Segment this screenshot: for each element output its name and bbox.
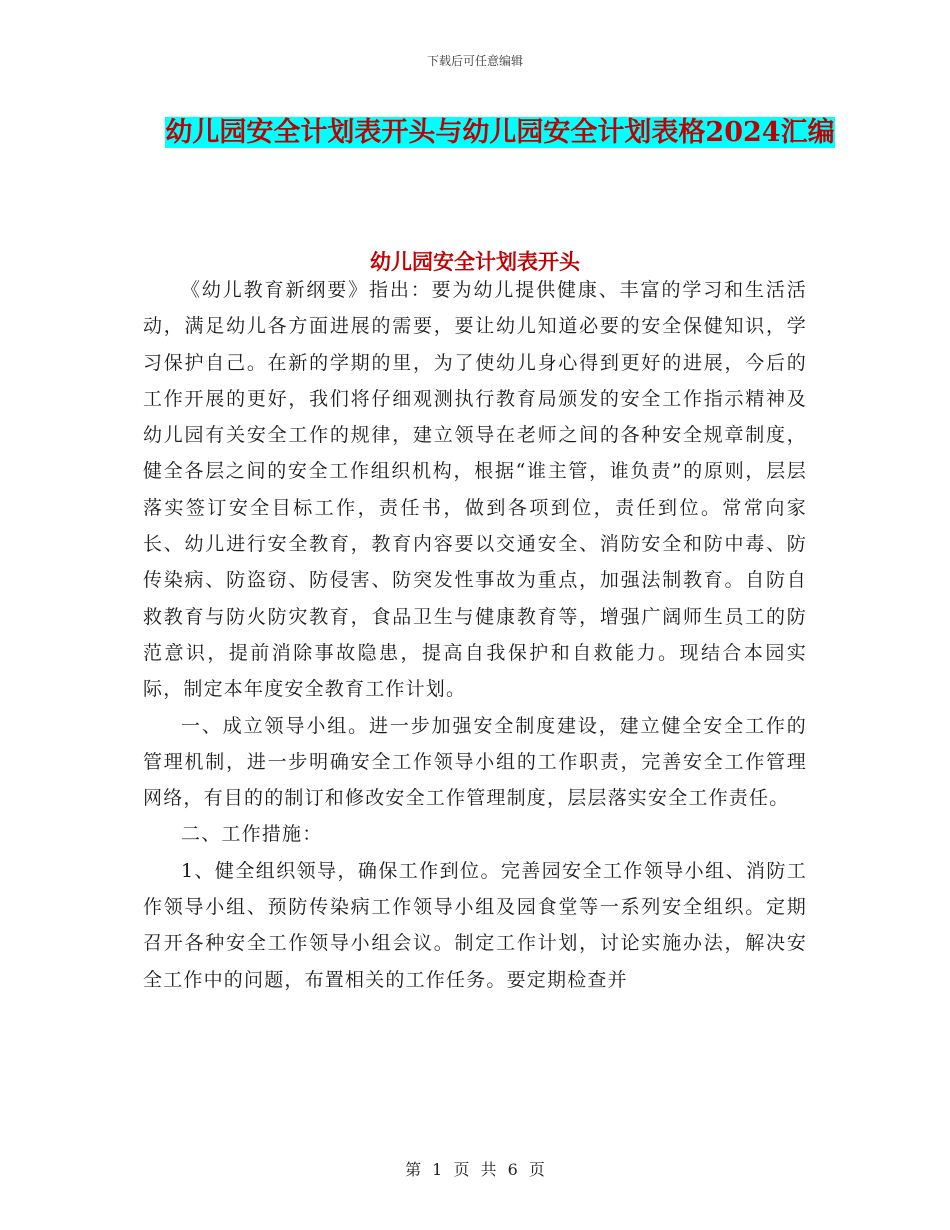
header-note: 下载后可任意编辑: [426, 54, 523, 68]
paragraph-intro: 《幼儿教育新纲要》指出：要为幼儿提供健康、丰富的学习和生活活动，满足幼儿各方面进展的需要，要让幼儿知道必要的安全保健知识，学习保护自己。在新的学期的里，为了使幼儿身心得到更好的进展，今后的工作开展的更好，我们将仔细观测执行教育局颁发的安全工作指示精神及幼儿园有关安全工作的规律，建立领导在老师之间的各种安全规章制度，健全各层之间的安全工作组织机构，根据“谁主管，谁负责”的原则，层层落实签订安全目标工作，责任书，做到各项到位，责任到位。常常向家长、幼儿进行安全教育，教育内容要以交通安全、消防安全和防中毒、防传染病、防盗窃、防侵害、防突发性事故为重点，加强法制教育。自防自救教育与防火防灾教育，食品卫生与健康教育等，增强广阔师生员工的防范意识，提前消除事故隐患，提高自我保护和自救能力。现结合本园实际，制定本年度安全教育工作计划。: [143, 279, 807, 701]
paragraph-measure-1: 1、健全组织领导，确保工作到位。完善园安全工作领导小组、消防工作领导小组、预防传染病工作领导小组及园食堂等一系列安全组织。定期召开各种安全工作领导小组会议。制定工作计划，讨论实施办法，解决安全工作中的问题，布置相关的工作任务。要定期检查并: [143, 859, 807, 991]
document-title: [140, 110, 860, 156]
paragraph-leadership-group: 一、成立领导小组。进一步加强安全制度建设，建立健全安全工作的管理机制，进一步明确安全工作领导小组的工作职责，完善安全工作管理网络，有目的的制订和修改安全工作管理制度，层层落实安全工作责任。: [143, 714, 807, 810]
paragraph-measures-heading: 二、工作措施：: [181, 823, 323, 846]
section-title: 幼儿园安全计划表开头: [370, 249, 580, 274]
document-title-text: 幼儿园安全计划表开头与幼儿园安全计划表格2024汇编: [165, 117, 835, 148]
page-footer: 第 1 页 共 6 页: [405, 1160, 545, 1179]
document-body: [143, 272, 807, 998]
